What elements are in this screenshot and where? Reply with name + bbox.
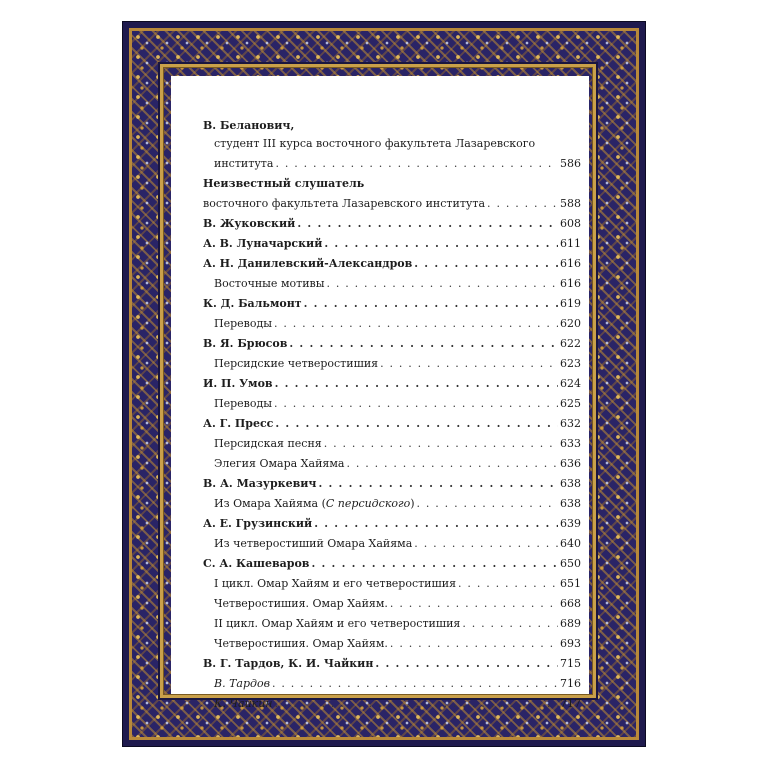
toc-work-entry <box>203 396 581 416</box>
toc-author-entry <box>203 236 581 256</box>
toc-entry-title: В. Тардов <box>214 677 271 690</box>
toc-entry-title: В. Я. Брюсов <box>203 337 288 350</box>
toc-work-entry <box>203 696 581 716</box>
dot-leader <box>390 636 558 651</box>
toc-work-entry <box>203 196 581 216</box>
page-number: 668 <box>560 597 581 610</box>
toc-entry-title: Четверостишия. Омар Хайям. <box>214 637 388 650</box>
toc-author-entry <box>203 296 581 316</box>
page-number: 650 <box>560 557 581 570</box>
page-number: 616 <box>560 257 581 270</box>
dot-leader <box>417 496 559 511</box>
toc-author-entry <box>203 118 581 136</box>
page-number: 624 <box>560 377 581 390</box>
toc-author-entry <box>203 656 581 676</box>
dot-leader <box>274 396 558 411</box>
toc-work-entry <box>203 316 581 336</box>
page-number: 716 <box>560 677 581 690</box>
page-number: 620 <box>560 317 581 330</box>
toc-entry-title: Из Омара Хайяма (С персидского) <box>214 497 415 510</box>
toc-entry-title: А. Н. Данилевский-Александров <box>203 257 413 270</box>
toc-entry-title: II цикл. Омар Хайям и его четверостишия <box>214 617 461 630</box>
toc-entry-title: восточного факультета Лазаревского института <box>203 197 486 210</box>
toc-entry-title: В. А. Мазуркевич <box>203 477 317 490</box>
toc-entry-title: С. А. Кашеваров <box>203 557 310 570</box>
page-number: 639 <box>560 517 581 530</box>
dot-leader <box>275 376 558 391</box>
toc-entry-title: Восточные мотивы <box>214 277 325 290</box>
toc-author-entry <box>203 176 581 196</box>
toc-entry-title: Элегия Омара Хайяма <box>214 457 345 470</box>
toc-work-entry <box>203 156 581 176</box>
dot-leader <box>462 616 558 631</box>
dot-leader <box>275 416 558 431</box>
dot-leader <box>275 156 558 171</box>
dot-leader <box>326 276 558 291</box>
toc-entry-title: В. Жуковский <box>203 217 296 230</box>
toc-entry-title: Персидская песня <box>214 437 322 450</box>
dot-leader <box>304 296 558 311</box>
toc-author-entry <box>203 376 581 396</box>
dot-leader <box>289 336 558 351</box>
page-number: 640 <box>560 537 581 550</box>
toc-work-entry <box>203 616 581 636</box>
toc-work-entry <box>203 576 581 596</box>
page-number: 625 <box>560 397 581 410</box>
page-number: 616 <box>560 277 581 290</box>
dot-leader <box>318 476 558 491</box>
toc-entry-title: Персидские четверостишия <box>214 357 379 370</box>
page-number: 715 <box>560 657 581 670</box>
page-number: 622 <box>560 337 581 350</box>
dot-leader <box>275 696 558 711</box>
toc-work-entry <box>203 596 581 616</box>
toc-work-entry <box>203 676 581 696</box>
dot-leader <box>380 356 558 371</box>
table-of-contents <box>203 118 581 716</box>
page-number: 693 <box>560 637 581 650</box>
toc-work-entry <box>203 356 581 376</box>
toc-work-entry <box>203 276 581 296</box>
page-number: 608 <box>560 217 581 230</box>
toc-work-entry <box>203 436 581 456</box>
toc-work-entry <box>203 636 581 656</box>
toc-entry-title: А. Г. Пресс <box>203 417 274 430</box>
dot-leader <box>324 236 558 251</box>
dot-leader <box>274 316 558 331</box>
toc-entry-title: I цикл. Омар Хайям и его четверостишия <box>214 577 457 590</box>
toc-author-entry <box>203 416 581 436</box>
toc-author-entry <box>203 476 581 496</box>
page-number: 638 <box>560 477 581 490</box>
dot-leader <box>346 456 558 471</box>
toc-entry-title: Переводы <box>214 397 272 410</box>
toc-work-entry <box>203 456 581 476</box>
toc-author-entry <box>203 216 581 236</box>
dot-leader <box>324 436 558 451</box>
dot-leader <box>458 576 558 591</box>
page-number: 623 <box>560 357 581 370</box>
toc-work-entry <box>203 536 581 556</box>
toc-author-entry <box>203 556 581 576</box>
dot-leader <box>272 676 558 691</box>
dot-leader <box>311 556 558 571</box>
dot-leader <box>297 216 558 231</box>
page-number: 638 <box>560 497 581 510</box>
toc-entry-title: института <box>214 157 274 170</box>
toc-work-entry <box>203 136 581 156</box>
dot-leader <box>414 256 558 271</box>
page-number: 717 <box>560 697 581 710</box>
toc-entry-title: И. П. Умов <box>203 377 273 390</box>
page-number: 633 <box>560 437 581 450</box>
page-number: 586 <box>560 157 581 170</box>
page-number: 611 <box>560 237 581 250</box>
dot-leader <box>487 196 558 211</box>
toc-panel <box>171 76 589 710</box>
toc-entry-title: студент III курса восточного факультета Лазаревского <box>214 137 536 150</box>
page-number: 588 <box>560 197 581 210</box>
toc-author-entry <box>203 256 581 276</box>
toc-entry-title: Неизвестный слушатель <box>203 177 365 190</box>
toc-work-entry <box>203 496 581 516</box>
toc-author-entry <box>203 516 581 536</box>
toc-entry-title: В. Беланович, <box>203 119 295 132</box>
toc-entry-title: К. Д. Бальмонт <box>203 297 302 310</box>
page-number: 632 <box>560 417 581 430</box>
toc-entry-title: А. В. Луначарский <box>203 237 323 250</box>
toc-entry-title: В. Г. Тардов, К. И. Чайкин <box>203 657 374 670</box>
dot-leader <box>375 656 558 671</box>
toc-entry-title: Четверостишия. Омар Хайям. <box>214 597 388 610</box>
dot-leader <box>414 536 558 551</box>
page-number: 619 <box>560 297 581 310</box>
toc-entry-title: К. Чайкин <box>214 697 273 710</box>
page-number: 636 <box>560 457 581 470</box>
page-number: 651 <box>560 577 581 590</box>
toc-entry-title: А. Е. Грузинский <box>203 517 313 530</box>
book-page <box>123 22 645 746</box>
dot-leader <box>314 516 558 531</box>
page-number: 689 <box>560 617 581 630</box>
toc-entry-title: Переводы <box>214 317 272 330</box>
toc-author-entry <box>203 336 581 356</box>
toc-entry-title: Из четверостиший Омара Хайяма <box>214 537 413 550</box>
dot-leader <box>390 596 558 611</box>
